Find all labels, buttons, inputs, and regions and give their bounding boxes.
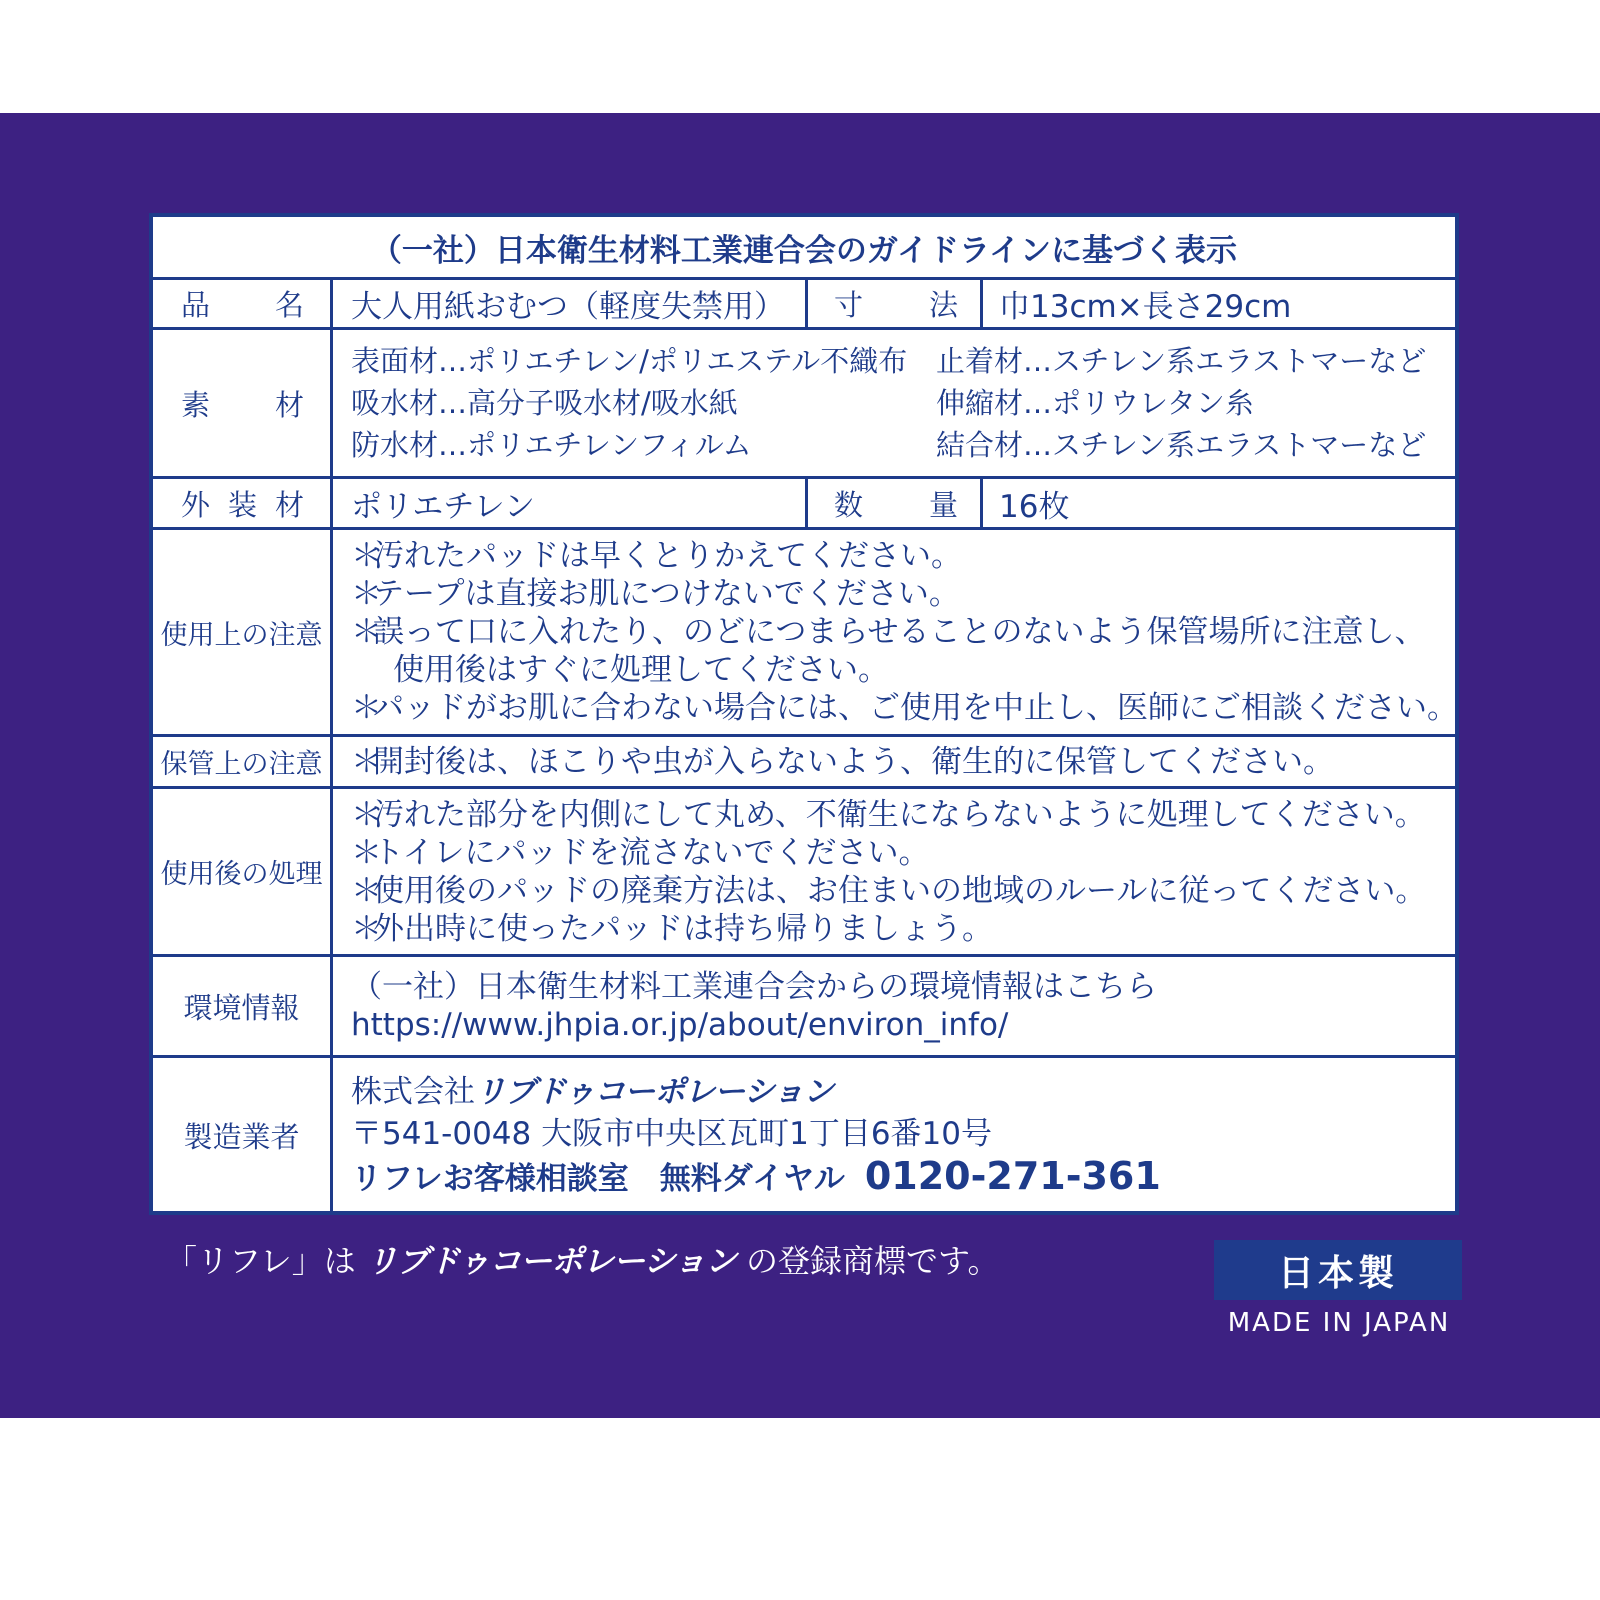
label-panel: [149, 213, 1459, 1215]
company-name: 株式会社リブドゥコーポレーション: [351, 1074, 833, 1110]
caution-line: ＊ 汚れたパッドは早くとりかえてください。: [351, 538, 962, 574]
disposal-row: [153, 789, 1455, 957]
disposal-line: ＊ 汚れた部分を内側にして丸め、不衛生にならないように処理してください。: [351, 796, 1426, 833]
packaging-value: ポリエチレン: [333, 479, 808, 527]
packaging-row: [153, 479, 1455, 530]
made-in-japan-badge: 日本製: [1214, 1240, 1462, 1300]
material-item: 吸水材…高分子吸水材/吸水紙: [351, 386, 738, 420]
materials-label: 素 材: [153, 330, 333, 476]
disposal-line: ＊ トイレにパッドを流さないでください。: [351, 834, 930, 871]
product-name-label: 品 名: [153, 280, 333, 327]
company-brand-logo: リブドゥコーポレーション: [475, 1074, 833, 1110]
quantity-value: 16枚: [999, 488, 1070, 525]
environment-row: [153, 957, 1455, 1058]
disposal-text: [333, 789, 1455, 954]
usage-caution-text: [333, 530, 1458, 734]
material-item: 結合材…スチレン系エラストマーなど: [936, 428, 1427, 462]
usage-caution-row: [153, 530, 1458, 737]
environment-line: （一社）日本衛生材料工業連合会からの環境情報はこちら: [351, 969, 1157, 1005]
guideline-header: [153, 217, 1455, 280]
trademark-brand-logo: リブドゥコーポレーション: [365, 1242, 736, 1280]
disposal-label: 使用後の処理: [153, 789, 333, 954]
material-item: 止着材…スチレン系エラストマーなど: [936, 344, 1427, 378]
caution-line: ＊ テープは直接お肌につけないでください。: [351, 576, 960, 612]
usage-caution-label: 使用上の注意: [153, 530, 333, 734]
material-item: 防水材…ポリエチレンフィルム: [351, 428, 752, 462]
environment-text: [333, 957, 1455, 1055]
materials-list: [333, 330, 1455, 476]
storage-caution-text: [333, 737, 1455, 786]
guideline-header-text: （一社）日本衛生材料工業連合会のガイドラインに基づく表示: [370, 232, 1238, 269]
materials-row: [153, 330, 1455, 479]
storage-caution-label: 保管上の注意: [153, 737, 333, 786]
caution-line: ＊ 誤って口に入れたり、のどにつまらせることのないよう保管場所に注意し、: [351, 614, 1426, 650]
made-in-japan-text: MADE IN JAPAN: [1227, 1308, 1451, 1338]
company-address: 〒541-0048 大阪市中央区瓦町1丁目6番10号: [351, 1116, 992, 1152]
size-label: 寸 法: [808, 280, 983, 327]
manufacturer-text: [333, 1058, 1455, 1213]
environment-url-link[interactable]: https://www.jhpia.or.jp/about/environ_info/: [351, 1007, 1009, 1043]
product-row: [153, 280, 1455, 330]
caution-line-continued: 使用後はすぐに処理してください。: [393, 652, 889, 688]
caution-line: ＊ パッドがお肌に合わない場合には、ご使用を中止し、医師にご相談ください。: [351, 690, 1458, 726]
phone-number[interactable]: 0120-271-361: [864, 1154, 1161, 1198]
trademark-notice: 「リフレ」は リブドゥコーポレーション の登録商標です。: [165, 1242, 1000, 1280]
manufacturer-row: [153, 1058, 1455, 1213]
material-item: 伸縮材…ポリウレタン糸: [936, 386, 1254, 420]
quantity-label: 数 量: [808, 479, 983, 527]
size-value: 巾13cm×長さ29cm: [999, 289, 1292, 325]
storage-line: ＊ 開封後は、ほこりや虫が入らないよう、衛生的に保管してください。: [351, 743, 1334, 780]
manufacturer-label: 製造業者: [153, 1058, 333, 1213]
company-contact: リフレお客様相談室 無料ダイヤル 0120-271-361: [351, 1154, 1161, 1198]
environment-label: 環境情報: [153, 957, 333, 1055]
disposal-line: ＊ 使用後のパッドの廃棄方法は、お住まいの地域のルールに従ってください。: [351, 872, 1427, 909]
packaging-label: 外 装 材: [153, 479, 333, 527]
disposal-line: ＊ 外出時に使ったパッドは持ち帰りましょう。: [351, 910, 993, 947]
storage-caution-row: [153, 737, 1455, 789]
material-item: 表面材…ポリエチレン/ポリエステル不織布: [351, 344, 908, 378]
product-name-value: 大人用紙おむつ（軽度失禁用）: [333, 280, 808, 327]
